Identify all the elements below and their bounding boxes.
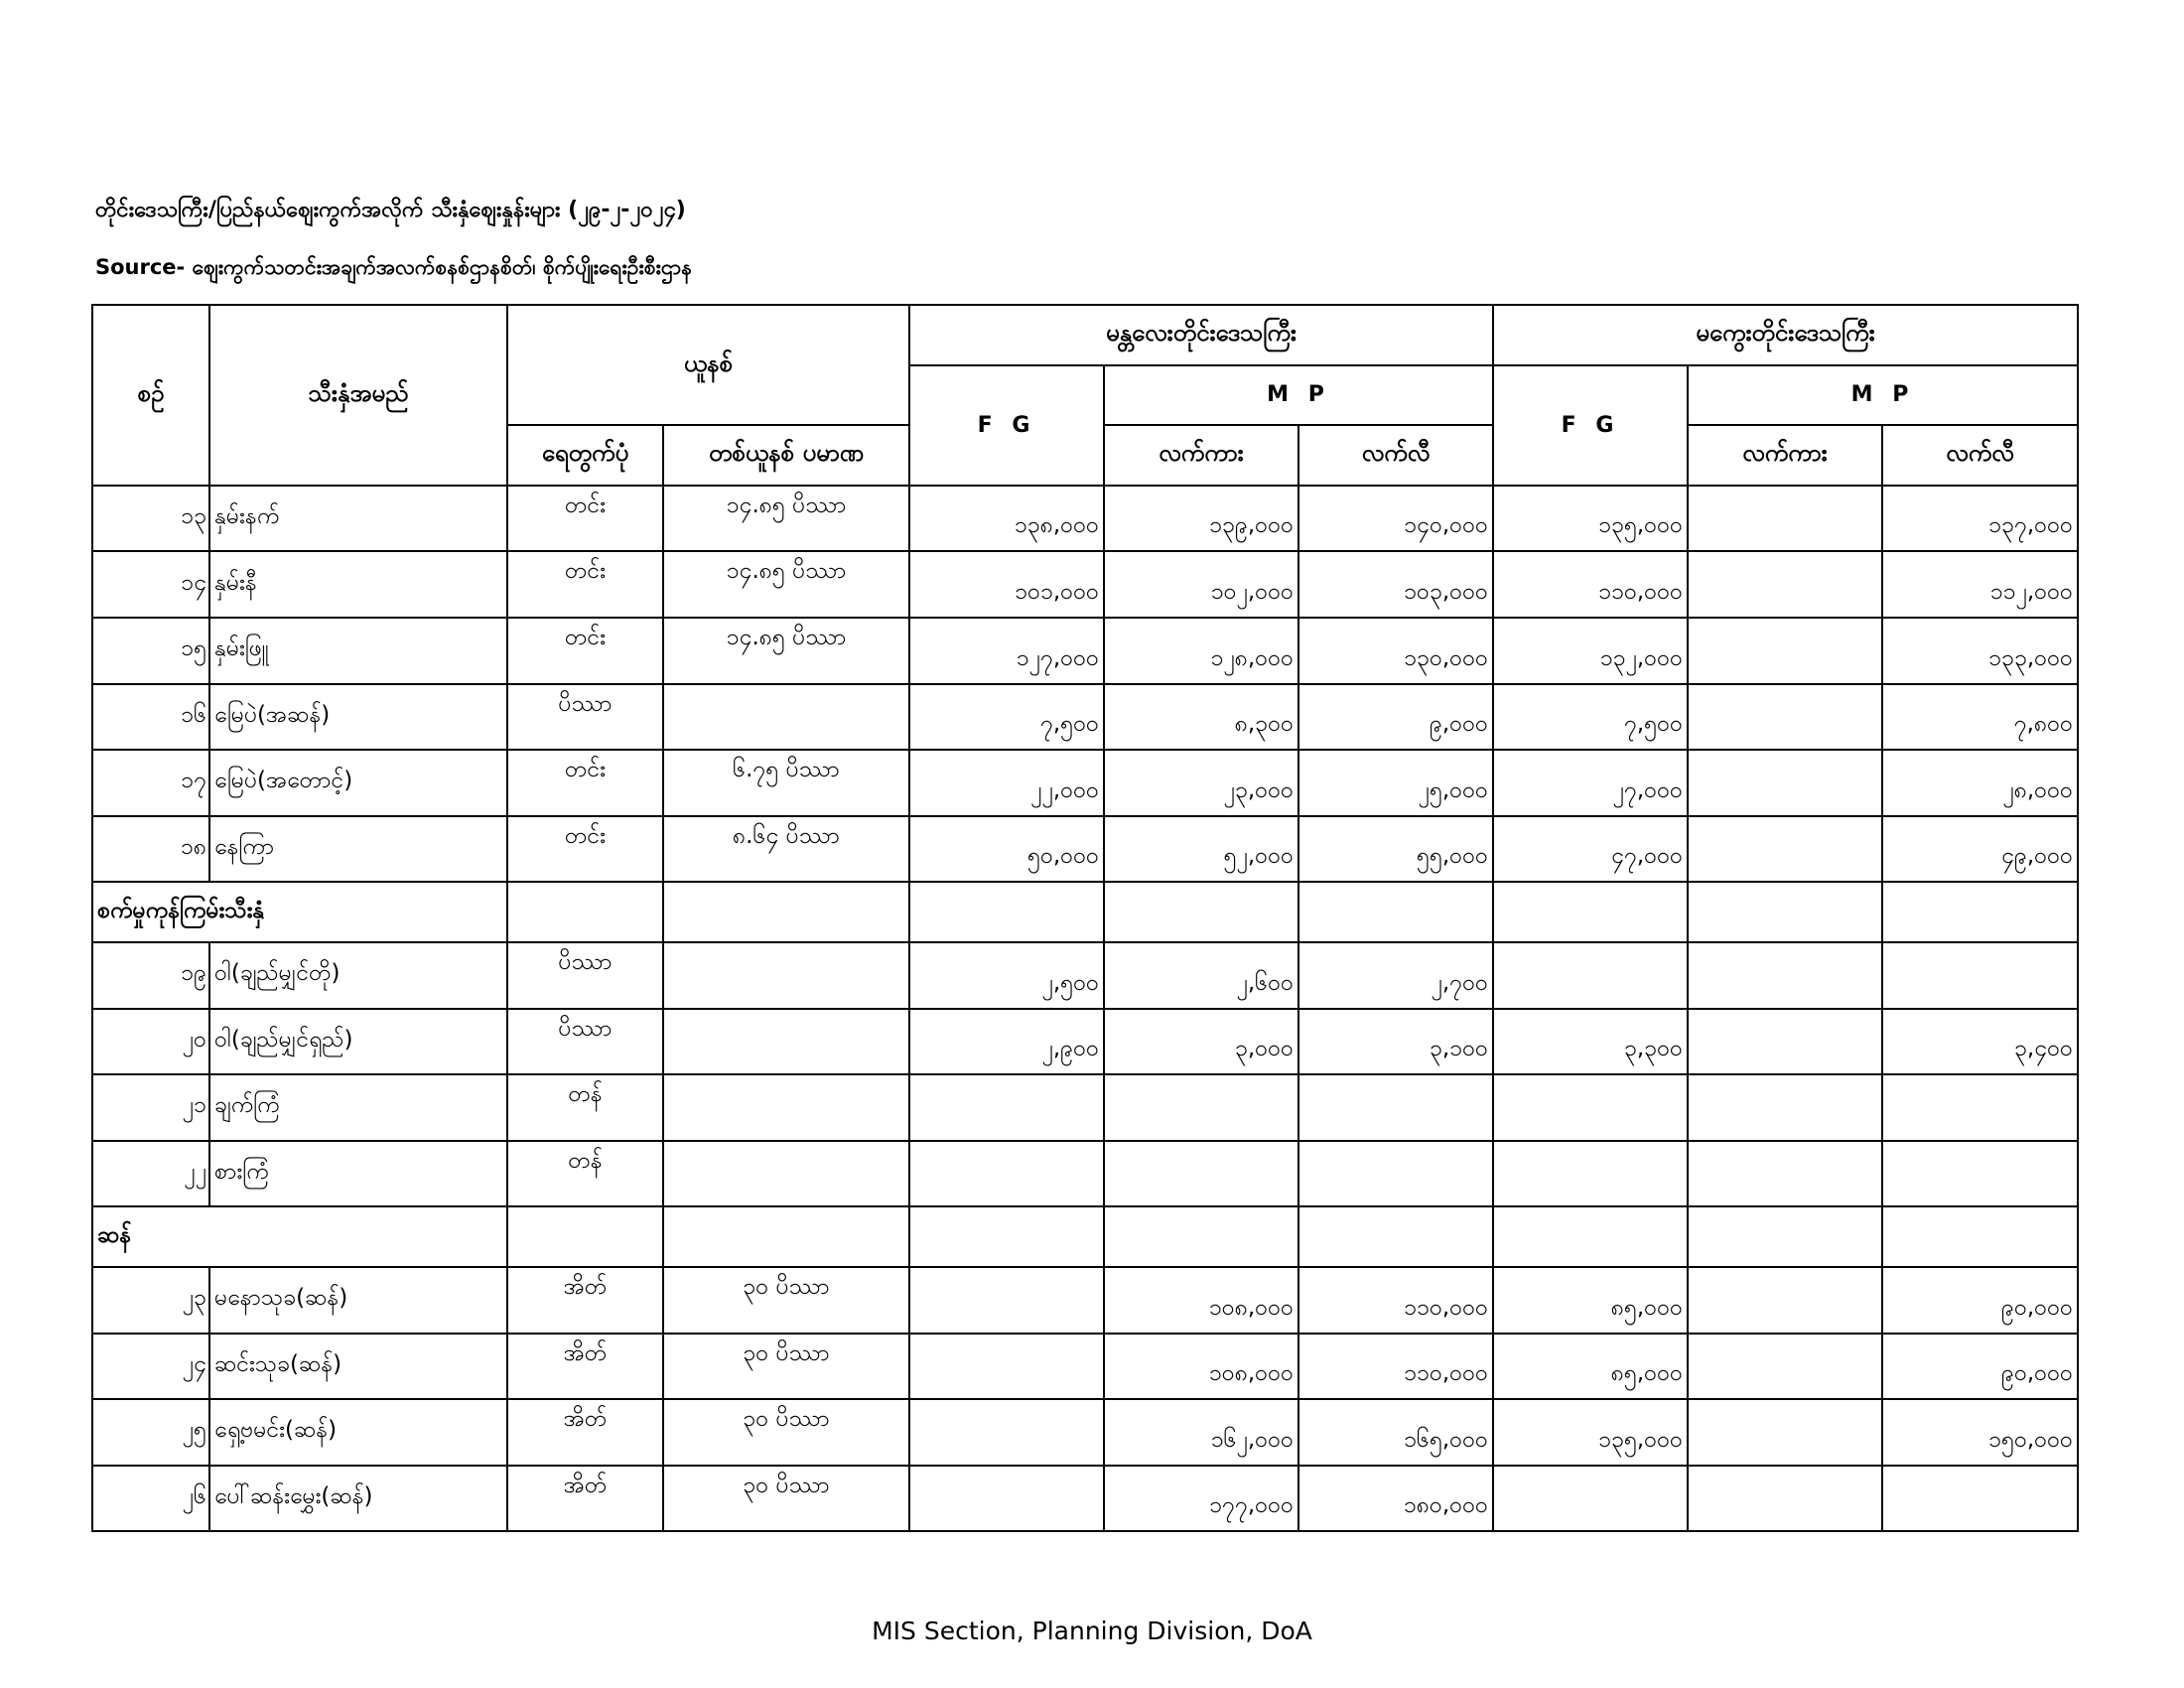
table-row — [92, 816, 2078, 883]
cell-magway-wholesale — [1688, 1267, 1882, 1334]
cell-mandalay-retail: ၁၁၀,၀၀၀ — [1298, 1267, 1493, 1334]
cell-weight — [663, 942, 909, 1009]
cell-magway-wholesale — [1688, 1399, 1882, 1466]
cell-name: မြေပဲ(အဆန်) — [209, 684, 507, 751]
cell-no: ၁၅ — [92, 618, 209, 684]
table-row — [92, 1466, 2078, 1532]
cell-mandalay-fg: ၂,၉၀၀ — [909, 1009, 1104, 1075]
table-row — [92, 1399, 2078, 1466]
cell-unit: အိတ် — [507, 1399, 663, 1466]
cell-mandalay-retail: ၁၆၅,၀၀၀ — [1298, 1399, 1493, 1466]
cell-no: ၂၁ — [92, 1074, 209, 1141]
cell-mandalay-fg — [909, 1141, 1104, 1207]
cell-magway-wholesale — [1688, 1334, 1882, 1400]
cell-no: ၁၄ — [92, 551, 209, 618]
empty-cell — [1104, 882, 1298, 942]
cell-magway-wholesale — [1688, 684, 1882, 751]
cell-no: ၁၃ — [92, 486, 209, 552]
table-header — [92, 305, 2078, 486]
section-label: စက်မှုကုန်ကြမ်းသီးနှံ — [92, 882, 507, 942]
cell-magway-retail: ၉၀,၀၀၀ — [1882, 1334, 2078, 1400]
cell-mandalay-retail: ၂၅,၀၀၀ — [1298, 750, 1493, 816]
cell-mandalay-retail: ၁၁၀,၀၀၀ — [1298, 1334, 1493, 1400]
cell-magway-retail: ၁၅၀,၀၀၀ — [1882, 1399, 2078, 1466]
cell-weight: ၆.၇၅ ပိဿာ — [663, 750, 909, 816]
cell-weight — [663, 1009, 909, 1075]
section-row — [92, 1206, 2078, 1267]
cell-mandalay-wholesale: ၁၀၂,၀၀၀ — [1104, 551, 1298, 618]
empty-cell — [507, 1206, 663, 1267]
cell-mandalay-fg — [909, 1466, 1104, 1532]
empty-cell — [1688, 1206, 1882, 1267]
header-unit-market: ရေတွက်ပုံ — [507, 425, 663, 486]
empty-cell — [1882, 882, 2078, 942]
cell-name: စားကြံ — [209, 1141, 507, 1207]
cell-weight: ၃၀ ပိဿာ — [663, 1267, 909, 1334]
empty-cell — [663, 882, 909, 942]
cell-no: ၁၆ — [92, 684, 209, 751]
cell-name: ရှေ့ဗမင်း(ဆန်) — [209, 1399, 507, 1466]
empty-cell — [1298, 882, 1493, 942]
cell-mandalay-retail: ၁၃၀,၀၀၀ — [1298, 618, 1493, 684]
cell-mandalay-fg: ၁၀၁,၀၀၀ — [909, 551, 1104, 618]
table-row — [92, 618, 2078, 684]
empty-cell — [909, 1206, 1104, 1267]
cell-magway-wholesale — [1688, 1466, 1882, 1532]
section-row — [92, 882, 2078, 942]
cell-no: ၂၀ — [92, 1009, 209, 1075]
cell-magway-fg: ၁၁၀,၀၀၀ — [1493, 551, 1688, 618]
cell-mandalay-wholesale: ၁၂၈,၀၀၀ — [1104, 618, 1298, 684]
cell-no: ၂၅ — [92, 1399, 209, 1466]
price-table — [91, 304, 2079, 1532]
empty-cell — [1688, 882, 1882, 942]
cell-magway-fg: ၃,၃၀၀ — [1493, 1009, 1688, 1075]
header-fg-1: F G — [909, 365, 1104, 486]
cell-name: နှမ်းဖြူ — [209, 618, 507, 684]
cell-magway-wholesale — [1688, 750, 1882, 816]
empty-cell — [909, 882, 1104, 942]
cell-weight — [663, 1141, 909, 1207]
header-region-magway: မကွေးတိုင်းဒေသကြီး — [1493, 305, 2078, 365]
cell-mandalay-wholesale: ၁၀၈,၀၀၀ — [1104, 1267, 1298, 1334]
cell-magway-fg: ၁၃၅,၀၀၀ — [1493, 486, 1688, 552]
cell-name: မနောသုခ(ဆန်) — [209, 1267, 507, 1334]
cell-magway-retail: ၂၈,၀၀၀ — [1882, 750, 2078, 816]
page-title: တိုင်းဒေသကြီး/ပြည်နယ်ဈေးကွက်အလိုက် သီးနှံဈေးနှုန်းများ (၂၉-၂-၂၀၂၄) — [95, 198, 686, 222]
cell-mandalay-wholesale: ၂၃,၀၀၀ — [1104, 750, 1298, 816]
cell-mandalay-wholesale: ၁၃၉,၀၀၀ — [1104, 486, 1298, 552]
table-row — [92, 1009, 2078, 1075]
table-row — [92, 1334, 2078, 1400]
cell-magway-retail — [1882, 1466, 2078, 1532]
cell-no: ၁၇ — [92, 750, 209, 816]
cell-mandalay-wholesale: ၂,၆၀၀ — [1104, 942, 1298, 1009]
cell-unit: အိတ် — [507, 1334, 663, 1400]
cell-mandalay-retail: ၅၅,၀၀၀ — [1298, 816, 1493, 883]
cell-mandalay-fg: ၅၀,၀၀၀ — [909, 816, 1104, 883]
cell-no: ၁၈ — [92, 816, 209, 883]
cell-unit: တင်း — [507, 750, 663, 816]
cell-unit: တင်း — [507, 551, 663, 618]
cell-magway-retail — [1882, 1074, 2078, 1141]
section-label: ဆန် — [92, 1206, 507, 1267]
cell-magway-wholesale — [1688, 942, 1882, 1009]
cell-magway-retail: ၉၀,၀၀၀ — [1882, 1267, 2078, 1334]
cell-magway-wholesale — [1688, 618, 1882, 684]
cell-unit: အိတ် — [507, 1267, 663, 1334]
cell-magway-fg: ၂၇,၀၀၀ — [1493, 750, 1688, 816]
cell-mandalay-wholesale: ၅၂,၀၀၀ — [1104, 816, 1298, 883]
cell-magway-wholesale — [1688, 1074, 1882, 1141]
cell-magway-retail: ၄၉,၀၀၀ — [1882, 816, 2078, 883]
cell-weight: ၁၄.၈၅ ပိဿာ — [663, 551, 909, 618]
cell-mandalay-retail: ၂,၇၀၀ — [1298, 942, 1493, 1009]
cell-magway-fg: ၁၃၂,၀၀၀ — [1493, 618, 1688, 684]
cell-magway-retail: ၃,၄၀၀ — [1882, 1009, 2078, 1075]
cell-unit: တန် — [507, 1141, 663, 1207]
cell-magway-wholesale — [1688, 1141, 1882, 1207]
cell-name: နှမ်းနက် — [209, 486, 507, 552]
cell-weight — [663, 684, 909, 751]
table-body — [92, 486, 2078, 1532]
empty-cell — [1493, 1206, 1688, 1267]
cell-weight: ၈.၆၄ ပိဿာ — [663, 816, 909, 883]
cell-no: ၂၆ — [92, 1466, 209, 1532]
cell-unit: တင်း — [507, 486, 663, 552]
cell-name: ဝါ(ချည်မျှင်ရှည်) — [209, 1009, 507, 1075]
header-unit-weight: တစ်ယူနစ် ပမာဏ — [663, 425, 909, 486]
cell-magway-retail: ၁၁၂,၀၀၀ — [1882, 551, 2078, 618]
cell-name: နေကြာ — [209, 816, 507, 883]
cell-mandalay-fg: ၂,၅၀၀ — [909, 942, 1104, 1009]
cell-no: ၂၃ — [92, 1267, 209, 1334]
cell-no: ၁၉ — [92, 942, 209, 1009]
cell-mandalay-fg — [909, 1334, 1104, 1400]
cell-unit: တင်း — [507, 618, 663, 684]
cell-magway-retail: ၁၃၃,၀၀၀ — [1882, 618, 2078, 684]
cell-mandalay-wholesale — [1104, 1074, 1298, 1141]
header-fg-2: F G — [1493, 365, 1688, 486]
cell-weight: ၁၄.၈၅ ပိဿာ — [663, 486, 909, 552]
table-row — [92, 942, 2078, 1009]
header-retail-2: လက်လီ — [1882, 425, 2078, 486]
cell-magway-fg: ၇,၅၀၀ — [1493, 684, 1688, 751]
cell-magway-wholesale — [1688, 486, 1882, 552]
cell-unit: တင်း — [507, 816, 663, 883]
cell-no: ၂၂ — [92, 1141, 209, 1207]
cell-mandalay-fg: ၇,၅၀၀ — [909, 684, 1104, 751]
cell-magway-fg — [1493, 1141, 1688, 1207]
header-mp-1: M P — [1104, 365, 1493, 426]
cell-magway-wholesale — [1688, 816, 1882, 883]
table-row — [92, 684, 2078, 751]
cell-no: ၂၄ — [92, 1334, 209, 1400]
empty-cell — [1298, 1206, 1493, 1267]
cell-name: ချက်ကြံ — [209, 1074, 507, 1141]
header-unit-group: ယူနစ် — [507, 305, 909, 425]
cell-mandalay-wholesale — [1104, 1141, 1298, 1207]
cell-magway-fg — [1493, 1074, 1688, 1141]
cell-name: မြေပဲ(အတောင့်) — [209, 750, 507, 816]
cell-mandalay-fg — [909, 1267, 1104, 1334]
header-wholesale-2: လက်ကား — [1688, 425, 1882, 486]
cell-magway-retail — [1882, 942, 2078, 1009]
empty-cell — [1104, 1206, 1298, 1267]
cell-weight: ၃၀ ပိဿာ — [663, 1399, 909, 1466]
cell-weight: ၁၄.၈၅ ပိဿာ — [663, 618, 909, 684]
cell-magway-fg: ၈၅,၀၀၀ — [1493, 1267, 1688, 1334]
header-wholesale-1: လက်ကား — [1104, 425, 1298, 486]
cell-mandalay-retail — [1298, 1074, 1493, 1141]
cell-mandalay-retail: ၁၄၀,၀၀၀ — [1298, 486, 1493, 552]
cell-name: ဆင်းသုခ(ဆန်) — [209, 1334, 507, 1400]
cell-name: ဝါ(ချည်မျှင်တို) — [209, 942, 507, 1009]
cell-magway-fg: ၁၃၅,၀၀၀ — [1493, 1399, 1688, 1466]
cell-name: နှမ်းနီ — [209, 551, 507, 618]
cell-magway-fg — [1493, 1466, 1688, 1532]
cell-mandalay-wholesale: ၃,၀၀၀ — [1104, 1009, 1298, 1075]
empty-cell — [663, 1206, 909, 1267]
empty-cell — [1882, 1206, 2078, 1267]
table-row — [92, 1267, 2078, 1334]
cell-mandalay-fg — [909, 1074, 1104, 1141]
cell-magway-fg: ၈၅,၀၀၀ — [1493, 1334, 1688, 1400]
cell-mandalay-fg: ၂၂,၀၀၀ — [909, 750, 1104, 816]
empty-cell — [1493, 882, 1688, 942]
cell-magway-fg: ၄၇,၀၀၀ — [1493, 816, 1688, 883]
cell-magway-wholesale — [1688, 1009, 1882, 1075]
cell-mandalay-retail: ၃,၁၀၀ — [1298, 1009, 1493, 1075]
cell-magway-retail: ၁၃၇,၀၀၀ — [1882, 486, 2078, 552]
cell-magway-retail: ၇,၈၀၀ — [1882, 684, 2078, 751]
cell-mandalay-fg: ၁၃၈,၀၀၀ — [909, 486, 1104, 552]
table-row — [92, 1074, 2078, 1141]
cell-mandalay-retail — [1298, 1141, 1493, 1207]
cell-magway-wholesale — [1688, 551, 1882, 618]
cell-unit: ပိဿာ — [507, 942, 663, 1009]
cell-mandalay-wholesale: ၈,၃၀၀ — [1104, 684, 1298, 751]
cell-unit: တန် — [507, 1074, 663, 1141]
header-region-mandalay: မန္တလေးတိုင်းဒေသကြီး — [909, 305, 1493, 365]
cell-mandalay-retail: ၉,၀၀၀ — [1298, 684, 1493, 751]
table-row — [92, 1141, 2078, 1207]
cell-weight: ၃၀ ပိဿာ — [663, 1334, 909, 1400]
cell-unit: ပိဿာ — [507, 684, 663, 751]
cell-mandalay-retail: ၁၀၃,၀၀၀ — [1298, 551, 1493, 618]
cell-weight — [663, 1074, 909, 1141]
cell-unit: အိတ် — [507, 1466, 663, 1532]
cell-unit: ပိဿာ — [507, 1009, 663, 1075]
cell-mandalay-wholesale: ၁၀၈,၀၀၀ — [1104, 1334, 1298, 1400]
table-row — [92, 486, 2078, 552]
header-mp-2: M P — [1688, 365, 2078, 426]
header-name: သီးနှံအမည် — [209, 305, 507, 486]
cell-mandalay-wholesale: ၁၆၂,၀၀၀ — [1104, 1399, 1298, 1466]
table-row — [92, 750, 2078, 816]
cell-weight: ၃၀ ပိဿာ — [663, 1466, 909, 1532]
table-row — [92, 551, 2078, 618]
cell-magway-fg — [1493, 942, 1688, 1009]
source-line: Source- ဈေးကွက်သတင်းအချက်အလက်စနစ်ဌာနစိတ်၊ စိုက်ပျိုးရေးဦးစီးဌာန — [95, 255, 693, 279]
empty-cell — [507, 882, 663, 942]
cell-mandalay-wholesale: ၁၇၇,၀၀၀ — [1104, 1466, 1298, 1532]
cell-name: ပေါ်ဆန်းမွှေး(ဆန်) — [209, 1466, 507, 1532]
cell-mandalay-fg — [909, 1399, 1104, 1466]
footer: MIS Section, Planning Division, DoA — [872, 1617, 1312, 1645]
cell-mandalay-fg: ၁၂၇,၀၀၀ — [909, 618, 1104, 684]
cell-mandalay-retail: ၁၈၀,၀၀၀ — [1298, 1466, 1493, 1532]
header-retail-1: လက်လီ — [1298, 425, 1493, 486]
header-no: စဉ် — [92, 305, 209, 486]
cell-magway-retail — [1882, 1141, 2078, 1207]
